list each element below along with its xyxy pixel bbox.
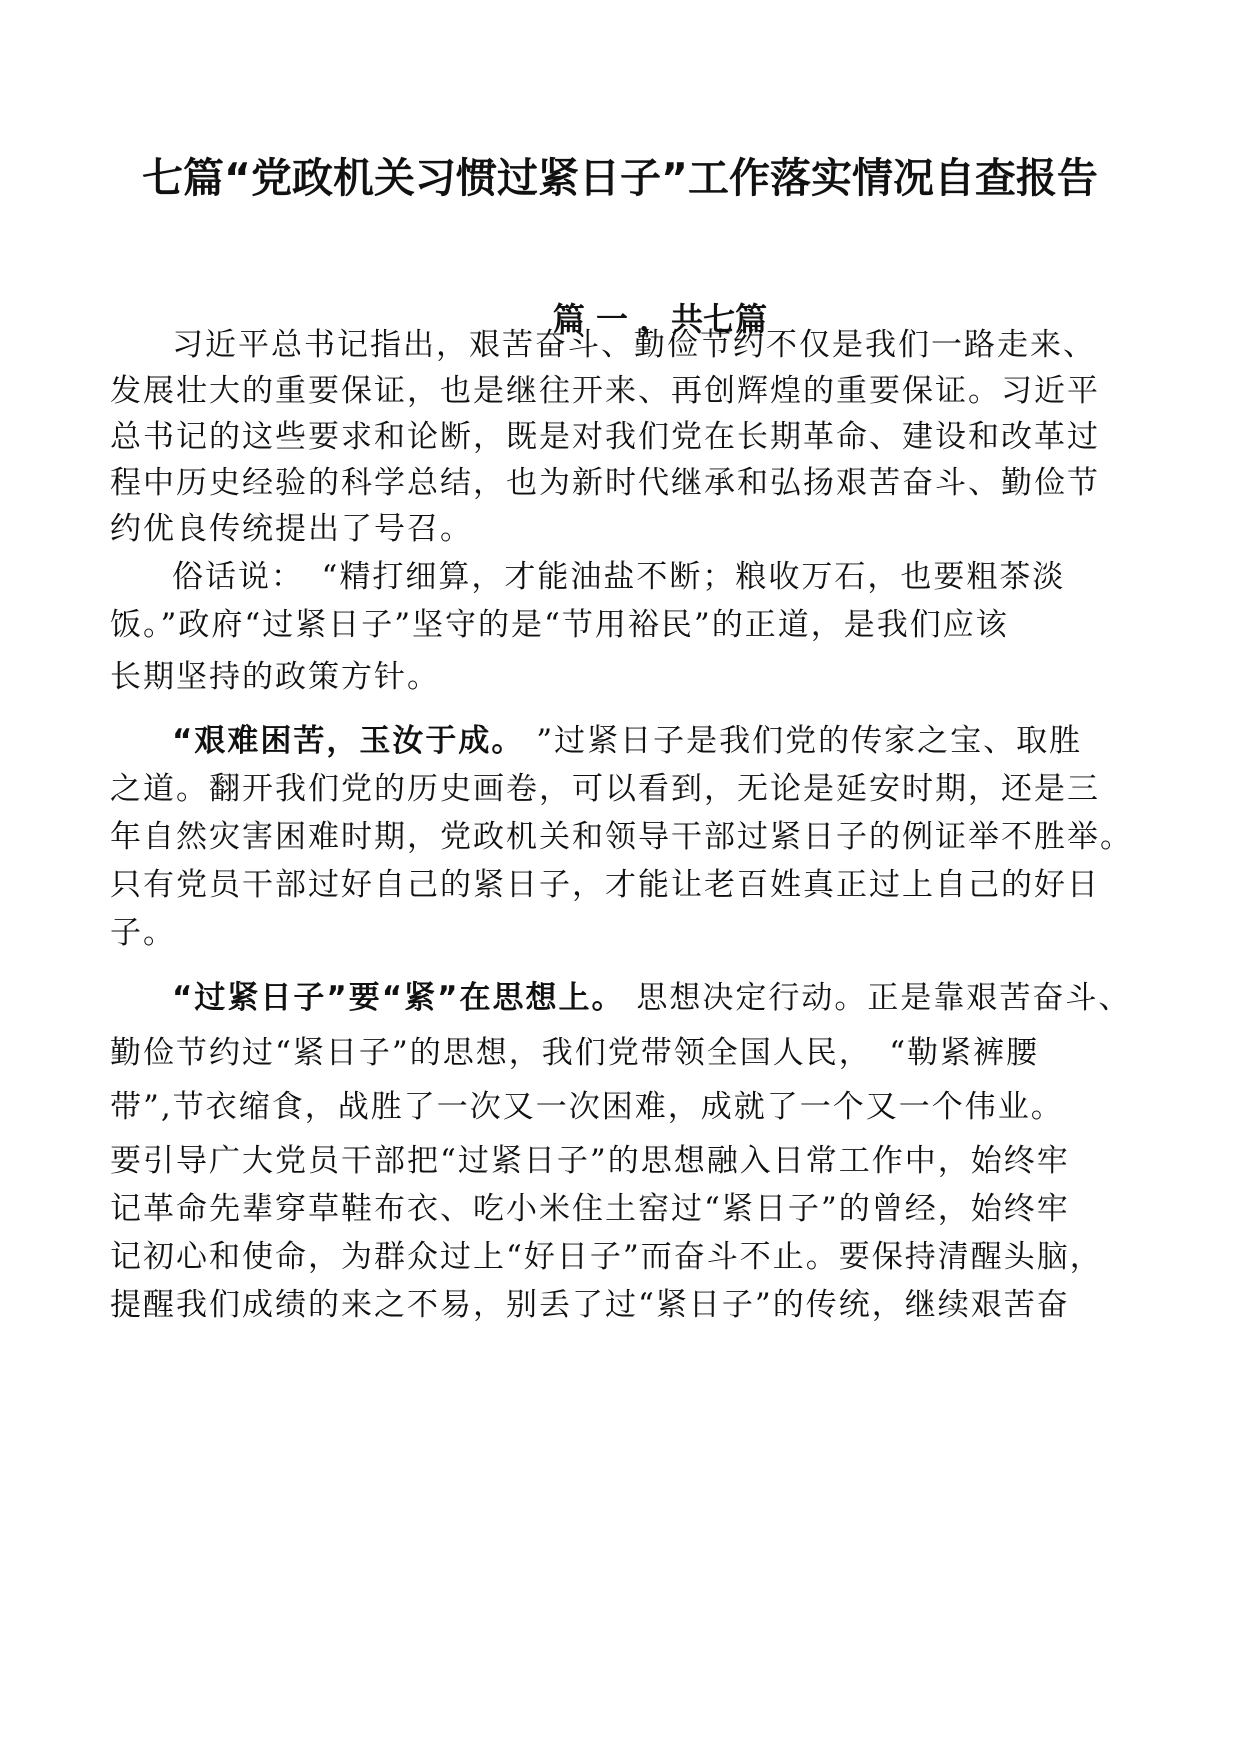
- paragraph-3-line-4: 只有党员干部过好自己的紧日子，才能让老百姓真正过上自己的好日: [110, 867, 1100, 903]
- paragraph-3-lead-rest: ”过紧日子是我们党的传家之宝、取胜: [524, 723, 1083, 759]
- section-heading: 篇 一 ，共七篇: [552, 300, 768, 338]
- paragraph-1-line-2: 发展壮大的重要保证，也是继往开来、再创辉煌的重要保证。习近平: [110, 373, 1100, 409]
- paragraph-4-line-7: 提醒我们成绩的来之不易，别丢了过“紧日子”的传统，继续艰苦奋: [110, 1287, 1070, 1323]
- paragraph-3-line-3: 年自然灾害困难时期，党政机关和领导干部过紧日子的例证举不胜举。: [110, 819, 1133, 855]
- paragraph-4-line-4: 要引导广大党员干部把“过紧日子”的思想融入日常工作中，始终牢: [110, 1143, 1070, 1179]
- paragraph-3-line-2: 之道。翻开我们党的历史画卷，可以看到，无论是延安时期，还是三: [110, 771, 1100, 807]
- paragraph-3-line-1: [172, 718, 1082, 764]
- document-title: 七篇“党政机关习惯过紧日子”工作落实情况自查报告: [142, 154, 1098, 202]
- paragraph-1-line-1: 习近平总书记指出，艰苦奋斗、勤俭节约不仅是我们一路走来、: [172, 327, 1096, 363]
- paragraph-4-lead: “过紧日子”要“紧”在思想上。: [172, 980, 625, 1016]
- paragraph-4-line-6: 记初心和使命，为群众过上“好日子”而奋斗不止。要保持清醒头脑，: [110, 1239, 1103, 1275]
- paragraph-4-line-5: 记革命先辈穿草鞋布衣、吃小米住土窑过“紧日子”的曾经，始终牢: [110, 1191, 1070, 1227]
- paragraph-1-line-4: 程中历史经验的科学总结，也为新时代继承和弘扬艰苦奋斗、勤俭节: [110, 465, 1100, 501]
- paragraph-4-line-2: 勤俭节约过“紧日子”的思想，我们党带领全国人民， “勒紧裤腰: [110, 1035, 1040, 1071]
- paragraph-3-line-5: 子。: [110, 915, 176, 951]
- paragraph-2-line-2: 饭。”政府“过紧日子”坚守的是“节用裕民”的正道，是我们应该: [110, 607, 1009, 643]
- paragraph-4-lead-rest: 思想决定行动。正是靠艰苦奋斗、: [624, 980, 1132, 1016]
- paragraph-1-line-3: 总书记的这些要求和论断，既是对我们党在长期革命、建设和改革过: [110, 419, 1100, 455]
- paragraph-2-line-3: 长期坚持的政策方针。: [110, 659, 440, 695]
- paragraph-4-line-3: 带”,节衣缩食，战胜了一次又一次困难，成就了一个又一个伟业。: [110, 1089, 1064, 1125]
- paragraph-4-line-1: [172, 975, 1131, 1021]
- paragraph-2-line-1: 俗话说： “精打细算，才能油盐不断；粮收万石，也要粗茶淡: [172, 559, 1066, 595]
- paragraph-3-lead: “艰难困苦，玉汝于成。: [172, 723, 525, 759]
- paragraph-1-line-5: 约优良传统提出了号召。: [110, 511, 473, 547]
